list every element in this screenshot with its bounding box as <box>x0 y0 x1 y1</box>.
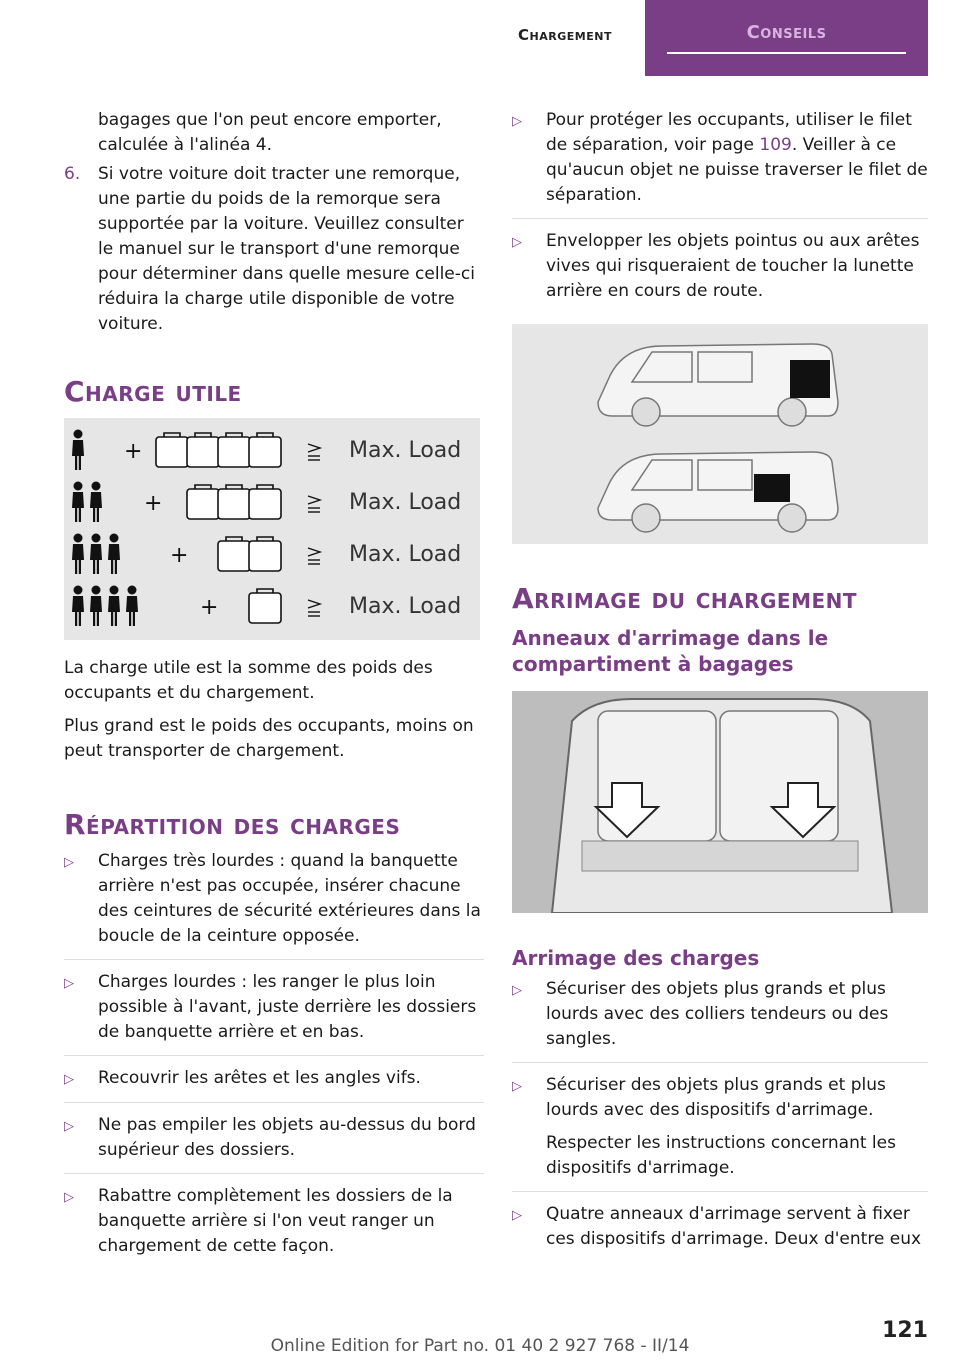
charge-paragraph-2: Plus grand est le poids des occupants, moins on peut transporter de chargement. <box>64 716 474 761</box>
trunk-illustration <box>512 691 928 913</box>
list-item: ▷ Charges lourdes : les ranger le plus loin possible à l'avant, juste derrière les dossiers de banquette arrière et en bas. <box>64 970 484 1056</box>
list-number: 6. <box>64 164 81 184</box>
tab-underline <box>667 52 906 54</box>
payload-row-2 <box>72 482 320 523</box>
tab-conseils-label: Conseils <box>746 22 827 43</box>
repartition-list <box>64 849 484 1269</box>
triangle-bullet-icon: ▷ <box>64 1072 74 1087</box>
triangle-bullet-icon: ▷ <box>64 1119 74 1134</box>
edition-footer: Online Edition for Part no. 01 40 2 927 768 - II/14 <box>270 1336 690 1356</box>
list-item: ▷ Sécuriser des objets plus grands et plus lourds avec des colliers tendeurs ou des sangles. <box>512 977 928 1063</box>
triangle-bullet-icon: ▷ <box>64 976 74 991</box>
left-column <box>64 108 484 1279</box>
list-item: ▷ Recouvrir les arêtes et les angles vifs. <box>64 1066 484 1103</box>
maxload-label-4: Max. Load <box>349 594 462 619</box>
triangle-bullet-icon: ▷ <box>64 855 74 870</box>
payload-row-3 <box>72 534 320 575</box>
triangle-bullet-icon: ▷ <box>64 1190 74 1205</box>
svg-text:+: + <box>200 595 219 620</box>
triangle-bullet-icon: ▷ <box>512 983 522 998</box>
list-item: ▷ Quatre anneaux d'arrimage servent à fixer ces dispositifs d'arrimage. Deux d'entre eux <box>512 1202 928 1262</box>
section-title-repartition: Répartition des charges <box>64 808 401 841</box>
separation-net-bottom <box>754 474 790 502</box>
payload-row-4 <box>72 586 320 627</box>
trunk-lashing-eyes-figure <box>512 691 928 913</box>
charge-paragraph-1: La charge utile est la somme des poids des occupants et du chargement. <box>64 658 433 703</box>
section-title-arrimage: Arrimage du chargement <box>512 582 858 615</box>
tab-chargement[interactable]: Chargement <box>518 26 612 44</box>
sub-paragraph: Respecter les instructions concernant les dispositifs d'arrimage. <box>546 1133 896 1178</box>
list-item: ▷ Ne pas empiler les objets au-dessus du bord supérieur des dossiers. <box>64 1113 484 1174</box>
car-illustration <box>512 324 928 544</box>
car-bottom <box>598 452 838 532</box>
list-item-6 <box>64 162 484 337</box>
maxload-label-3: Max. Load <box>349 542 462 567</box>
svg-text:+: + <box>124 439 143 464</box>
svg-text:+: + <box>144 491 163 516</box>
page-number: 121 <box>882 1318 928 1343</box>
payload-figure <box>64 418 480 640</box>
list-item: ▷ Envelopper les objets pointus ou aux arêtes vives qui risqueraient de toucher la lunette arrière en cours de route. <box>512 229 928 314</box>
triangle-bullet-icon: ▷ <box>512 235 522 250</box>
list-item-text: Si votre voiture doit tracter une remorque, une partie du poids de la remorque sera supportée par la voiture. Veuillez consulter le manuel sur le transport d'une remorque pour déterminer dans quelle mesure celle-ci réduira la charge utile disponible de votre voiture. <box>98 164 475 334</box>
payload-row-1 <box>72 430 320 471</box>
separation-net-top <box>790 360 830 398</box>
maxload-label-1: Max. Load <box>349 438 462 463</box>
subtitle-anneaux: Anneaux d'arrimage dans le compartiment à bagages <box>512 626 829 676</box>
page-link-109[interactable]: 109 <box>759 135 792 155</box>
triangle-bullet-icon: ▷ <box>512 1079 522 1094</box>
triangle-bullet-icon: ▷ <box>512 1208 522 1223</box>
list-item: ▷ Sécuriser des objets plus grands et plus lourds avec des dispositifs d'arrimage. Respecter les instructions concernant les dispositifs d'arrimage. <box>512 1073 928 1192</box>
arrimage-list <box>512 977 928 1262</box>
car-separation-net-figure <box>512 324 928 544</box>
list-item: ▷ Pour protéger les occupants, utiliser le filet de séparation, voir page 109. Veiller à ce qu'aucun objet ne puisse traverser le filet de séparation. <box>512 108 928 219</box>
list-item: ▷ Charges très lourdes : quand la banquette arrière n'est pas occupée, insérer chacune des ceintures de sécurité extérieures dans la boucle de la ceinture opposée. <box>64 849 484 960</box>
maxload-label-2: Max. Load <box>349 490 462 515</box>
section-title-charge-utile: Charge utile <box>64 375 242 408</box>
triangle-bullet-icon: ▷ <box>512 114 522 129</box>
right-column <box>512 108 928 1272</box>
list-item: ▷ Rabattre complètement les dossiers de la banquette arrière si l'on veut ranger un chargement de cette façon. <box>64 1184 484 1269</box>
svg-text:+: + <box>170 543 189 568</box>
intro-text: bagages que l'on peut encore emporter, calculée à l'alinéa 4. <box>98 110 442 155</box>
subtitle-arrimage-charges: Arrimage des charges <box>512 946 760 970</box>
tab-conseils[interactable] <box>645 0 928 76</box>
